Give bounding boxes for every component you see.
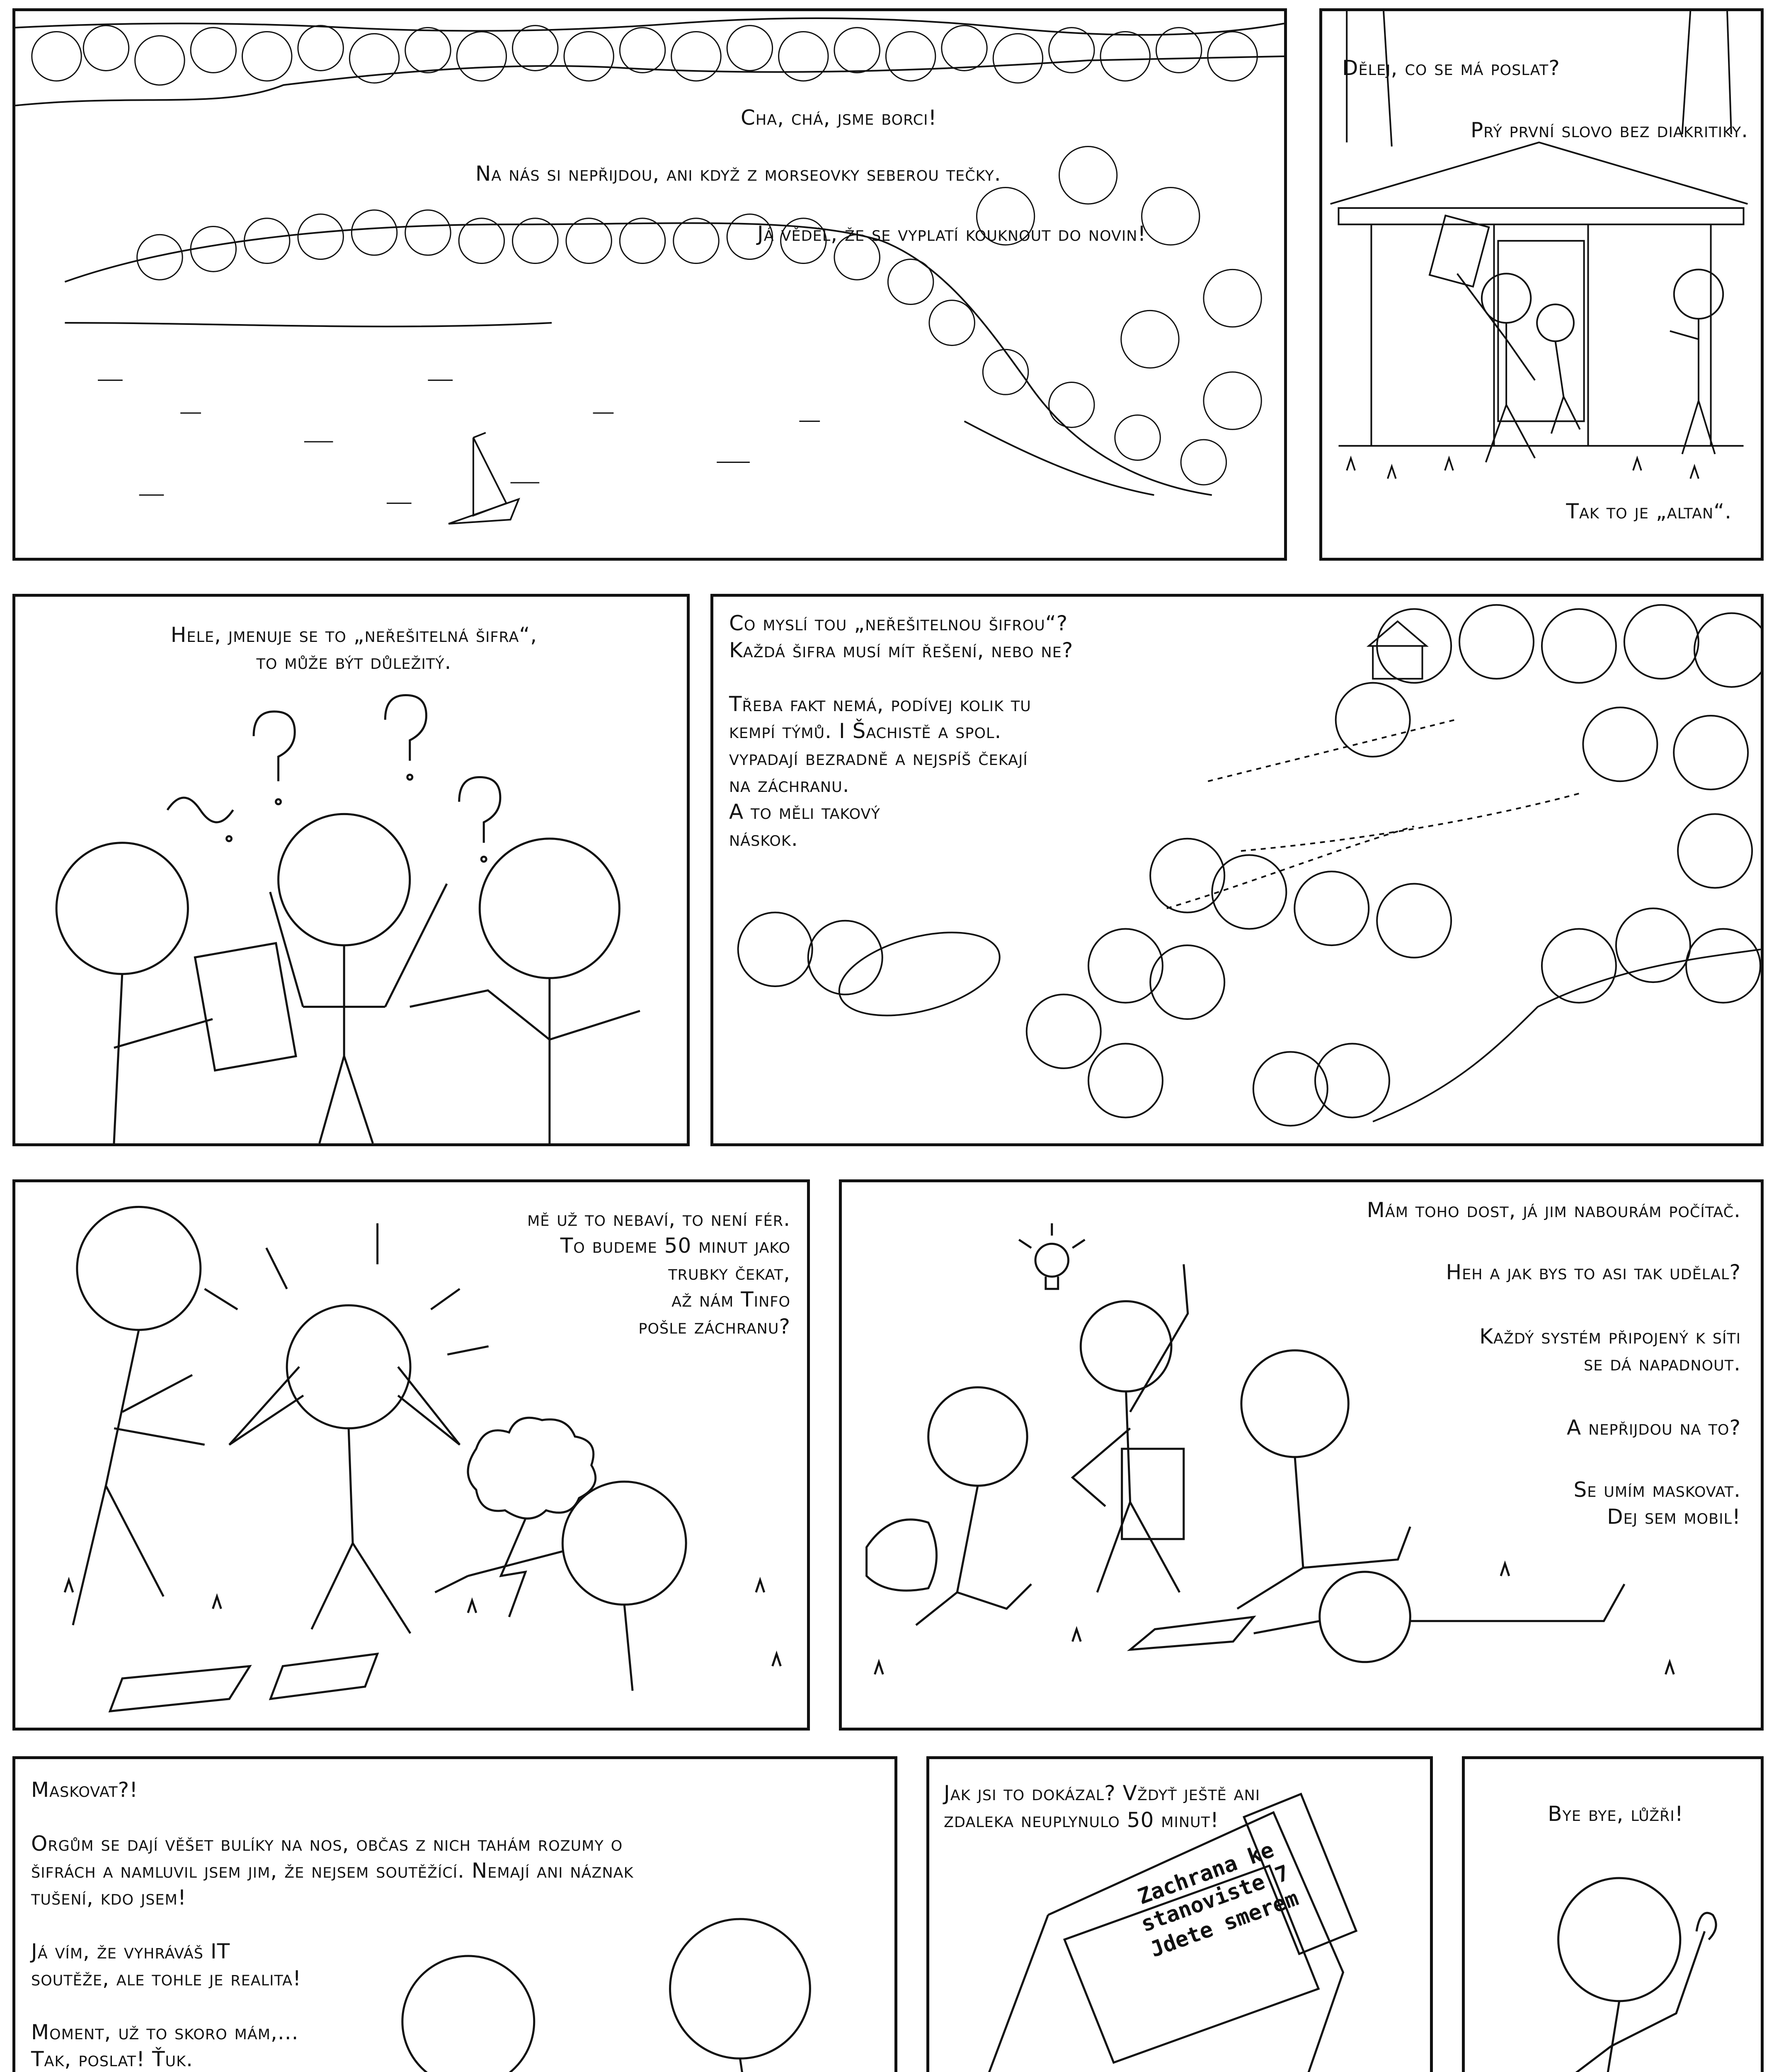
caption-line-1: Dělej, co se má poslat? bbox=[1342, 56, 1560, 80]
caption-text: Bye bye, lůžři! bbox=[1548, 1802, 1684, 1826]
panel-campsite bbox=[710, 594, 1764, 1146]
caption-line-5: Se umím maskovat. Dej sem mobil! bbox=[1573, 1478, 1741, 1529]
puzzled-figures-drawing bbox=[15, 597, 687, 1143]
caption-line-1: Cha, chá, jsme borci! bbox=[741, 106, 937, 130]
panel-hacking-plan bbox=[839, 1179, 1764, 1731]
caption-line-2: Heh a jak bys to asi tak udělal? bbox=[1446, 1260, 1741, 1284]
caption-line-3: Já věděl, že se vyplatí kouknout do novin! bbox=[757, 222, 1146, 246]
caption-text: Co myslí tou „neřešitelnou šifrou“? Každá šifra musí mít řešení, nebo ne? Třeba fakt nemá, podívej kolik tu kempí týmů. I Šachistě a spol. vypadají bezradně a nejspíš čekají na záchranu. A to měli takový náskok. bbox=[729, 611, 1074, 851]
panel-lake bbox=[12, 8, 1287, 561]
panel-gazebo bbox=[1319, 8, 1764, 561]
caption-line-1: Mám toho dost, já jim nabourám počítač. bbox=[1367, 1198, 1741, 1222]
caption-line-4: A nepřijdou na to? bbox=[1567, 1416, 1741, 1440]
caption-text: Maskovat?! Orgům se dají věšet bulíky na nos, občas z nich tahám rozumy o šifrách a namluvil jsem jim, že nejsem soutěžící. Nemají ani náznak tušení, kdo jsem! Já vím, že vyhráváš IT soutěže, ale tohle je realita! Moment, už to skoro mám,... Tak, poslat! Ťuk. bbox=[31, 1778, 634, 2071]
caption-line-2: Na nás si nepřijdou, ani když z morseovky seberou tečky. bbox=[475, 162, 1001, 186]
phone-screen-text: Zachrana ke stanoviste 7 Jdete smerem bbox=[1134, 1837, 1302, 1963]
caption-line-2: Prý první slovo bez diakritiky. bbox=[1470, 118, 1748, 142]
caption-top: Jak jsi to dokázal? Vždyť ještě ani zdaleka neuplynulo 50 minut! bbox=[944, 1781, 1260, 1832]
panel-frustrated bbox=[12, 1179, 810, 1731]
gazebo-drawing bbox=[1322, 11, 1761, 558]
tree-canopy bbox=[32, 26, 1261, 485]
caption-text: mě už to nebaví, to není fér. To budeme 50 minut jako trubky čekat, až nám Tinfo pošle záchranu? bbox=[527, 1207, 790, 1339]
panel-phone bbox=[926, 1756, 1433, 2072]
lake-landscape-drawing bbox=[15, 11, 1284, 558]
panel-goodbye bbox=[1462, 1756, 1764, 2072]
panel-puzzled bbox=[12, 594, 690, 1146]
caption-text: Hele, jmenuje se to „neřešitelná šifra“, to může být důležitý. bbox=[170, 623, 538, 674]
caption-line-3: Tak to je „altan“. bbox=[1566, 499, 1732, 523]
panel-disguise bbox=[12, 1756, 897, 2072]
caption-line-3: Každý systém připojený k síti se dá napadnout. bbox=[1479, 1324, 1741, 1375]
